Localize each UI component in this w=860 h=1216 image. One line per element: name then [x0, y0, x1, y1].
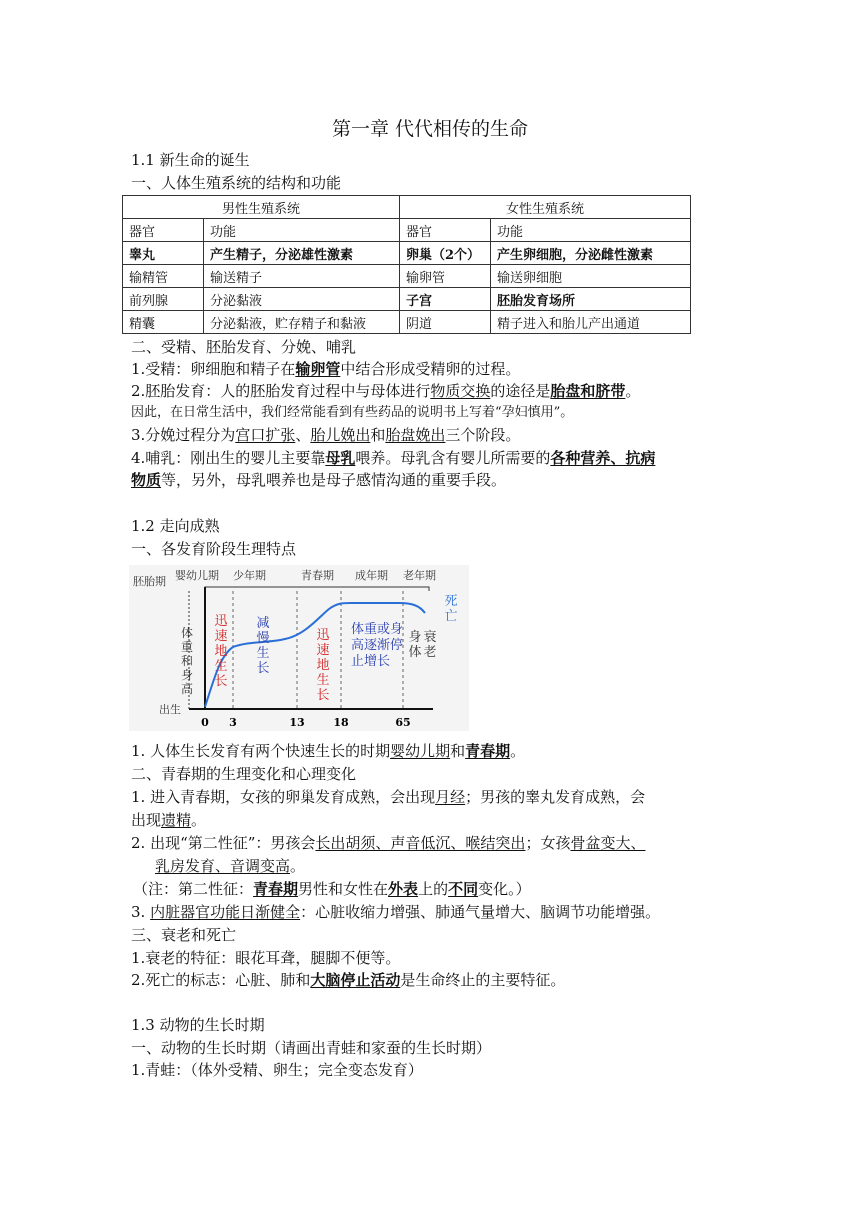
phase-text-rapid-1-char: 生 — [214, 659, 228, 674]
table-cell: 输送精子 — [204, 265, 400, 288]
subheading-puberty: 二、青春期的生理变化和心理变化 — [131, 765, 357, 783]
subheading-aging: 三、衰老和死亡 — [131, 926, 237, 944]
phase-text-slow-char: 生 — [256, 646, 270, 661]
table-row — [123, 242, 691, 265]
section-heading-1-1: 1.1 新生命的诞生 — [131, 151, 250, 169]
para-rapid-growth: 1. 人体生长发育有两个快速生长的时期婴幼儿期和青春期。 — [131, 742, 526, 760]
period-label-elderly: 老年期 — [403, 569, 436, 582]
para-puberty-1: 1. 进入青春期，女孩的卵巢发育成熟，会出现月经；男孩的睾丸发育成熟，会 — [131, 788, 646, 806]
phase-text-stop-line: 体重或身 — [351, 622, 404, 637]
subheading-reproductive-system: 一、人体生殖系统的结构和功能 — [131, 174, 342, 192]
table-row — [123, 265, 691, 288]
table-row — [123, 288, 691, 311]
col-organ-header: 器官 — [123, 219, 204, 242]
phase-text-rapid-1-char: 地 — [214, 644, 228, 659]
table-row — [123, 311, 691, 334]
reproductive-system-table — [122, 195, 691, 334]
subheading-fertilization: 二、受精、胚胎发育、分娩、哺乳 — [131, 338, 357, 356]
phase-text-slow-char: 减 — [256, 616, 270, 631]
para-puberty-1-cont: 出现遗精。 — [131, 811, 207, 829]
subheading-growth-stages: 一、各发育阶段生理特点 — [131, 540, 297, 558]
table-cell: 胚胎发育场所 — [491, 288, 691, 311]
phase-text-rapid-2-char: 速 — [316, 643, 330, 658]
phase-text-stop-line: 高逐渐停 — [351, 638, 404, 653]
col-organ-header: 器官 — [400, 219, 491, 242]
table-cell: 卵巢（2个） — [400, 242, 491, 265]
y-axis-label-char: 高 — [180, 682, 194, 696]
birth-label: 出生 — [159, 703, 181, 716]
phase-text-stop-line: 止增长 — [351, 654, 391, 669]
phase-text-aging-char: 老 — [423, 645, 437, 660]
phase-text-rapid-2-char: 生 — [316, 673, 330, 688]
female-system-header: 女性生殖系统 — [400, 196, 691, 219]
table-cell: 睾丸 — [123, 242, 204, 265]
col-function-header: 功能 — [204, 219, 400, 242]
phase-text-slow-char: 慢 — [256, 631, 270, 646]
subheading-animal-growth: 一、动物的生长时期（请画出青蛙和家蚕的生长时期） — [131, 1039, 492, 1057]
phase-text-rapid-1-char: 迅 — [214, 614, 228, 629]
table-cell: 子宫 — [400, 288, 491, 311]
table-cell: 精子进入和胎儿产出通道 — [491, 311, 691, 334]
para-aging: 1.衰老的特征：眼花耳聋，腿脚不便等。 — [131, 949, 401, 967]
male-system-header: 男性生殖系统 — [123, 196, 400, 219]
phase-text-rapid-2-char: 地 — [316, 658, 330, 673]
phase-text-aging-char: 身 — [408, 630, 422, 645]
x-tick-3: 3 — [229, 716, 237, 729]
x-tick-0: 0 — [201, 716, 209, 729]
para-frog: 1.青蛙：（体外受精、卵生；完全变态发育） — [131, 1061, 423, 1079]
table-cell: 产生精子，分泌雄性激素 — [204, 242, 400, 265]
period-label-child: 少年期 — [233, 569, 266, 582]
para-organs: 3. 内脏器官功能日渐健全：心脏收缩力增强、肺通气量增大、脑调节功能增强。 — [131, 903, 661, 921]
para-fertilization: 1.受精：卵细胞和精子在输卵管中结合形成受精卵的过程。 — [131, 360, 521, 378]
table-cell: 分泌黏液 — [204, 288, 400, 311]
phase-text-rapid-1-char: 长 — [214, 674, 228, 689]
x-tick-65: 65 — [395, 716, 411, 729]
y-axis-label-char: 身 — [180, 668, 194, 682]
chapter-title: 第一章 代代相传的生命 — [331, 118, 529, 140]
phase-text-aging-char: 衰 — [423, 630, 437, 645]
phase-text-death-char: 亡 — [444, 609, 458, 624]
para-delivery: 3.分娩过程分为宫口扩张、胎儿娩出和胎盘娩出三个阶段。 — [131, 426, 521, 444]
growth-curve-figure — [129, 565, 469, 731]
period-label-infant: 婴幼儿期 — [175, 569, 219, 582]
phase-text-aging-char: 体 — [408, 645, 422, 660]
table-cell: 产生卵细胞，分泌雌性激素 — [491, 242, 691, 265]
table-cell: 分泌黏液，贮存精子和黏液 — [204, 311, 400, 334]
section-heading-1-3: 1.3 动物的生长时期 — [131, 1016, 265, 1034]
note-secondary-sex: （注：第二性征：青春期男性和女性在外表上的不同变化。） — [133, 880, 531, 898]
table-cell: 阴道 — [400, 311, 491, 334]
table-cell: 精囊 — [123, 311, 204, 334]
phase-text-slow-char: 长 — [256, 661, 270, 676]
period-label-adult: 成年期 — [355, 569, 388, 582]
x-tick-18: 18 — [333, 716, 349, 729]
phase-text-rapid-2-char: 长 — [316, 688, 330, 703]
y-axis-label-char: 重 — [180, 640, 194, 654]
para-death: 2.死亡的标志：心脏、肺和大脑停止活动是生命终止的主要特征。 — [131, 971, 566, 989]
table-cell: 输送卵细胞 — [491, 265, 691, 288]
table-cell: 输卵管 — [400, 265, 491, 288]
para-embryo-note: 因此，在日常生活中，我们经常能看到有些药品的说明书上写着“孕妇慎用”。 — [131, 405, 574, 420]
phase-text-rapid-2-char: 迅 — [316, 628, 330, 643]
para-puberty-2-cont: 乳房发育、音调变高。 — [155, 857, 306, 875]
phase-text-death-char: 死 — [444, 594, 458, 609]
y-axis-label-char: 和 — [180, 654, 194, 668]
table-cell: 前列腺 — [123, 288, 204, 311]
y-axis-label-char: 体 — [180, 626, 194, 640]
phase-text-rapid-1-char: 速 — [214, 629, 228, 644]
x-tick-13: 13 — [289, 716, 305, 729]
para-breastfeeding: 4.哺乳：刚出生的婴儿主要靠母乳喂养。母乳含有婴儿所需要的各种营养、抗病 — [131, 449, 656, 467]
period-label-embryo: 胚胎期 — [133, 575, 166, 588]
para-puberty-2: 2. 出现“第二性征”：男孩会长出胡须、声音低沉、喉结突出；女孩骨盆变大、 — [131, 834, 646, 852]
para-embryo: 2.胚胎发育：人的胚胎发育过程中与母体进行物质交换的途径是胎盘和脐带。 — [131, 382, 641, 400]
period-label-puberty: 青春期 — [301, 569, 334, 582]
para-breastfeeding-cont: 物质等，另外，母乳喂养也是母子感情沟通的重要手段。 — [131, 471, 507, 489]
table-cell: 输精管 — [123, 265, 204, 288]
col-function-header: 功能 — [491, 219, 691, 242]
section-heading-1-2: 1.2 走向成熟 — [131, 517, 220, 535]
